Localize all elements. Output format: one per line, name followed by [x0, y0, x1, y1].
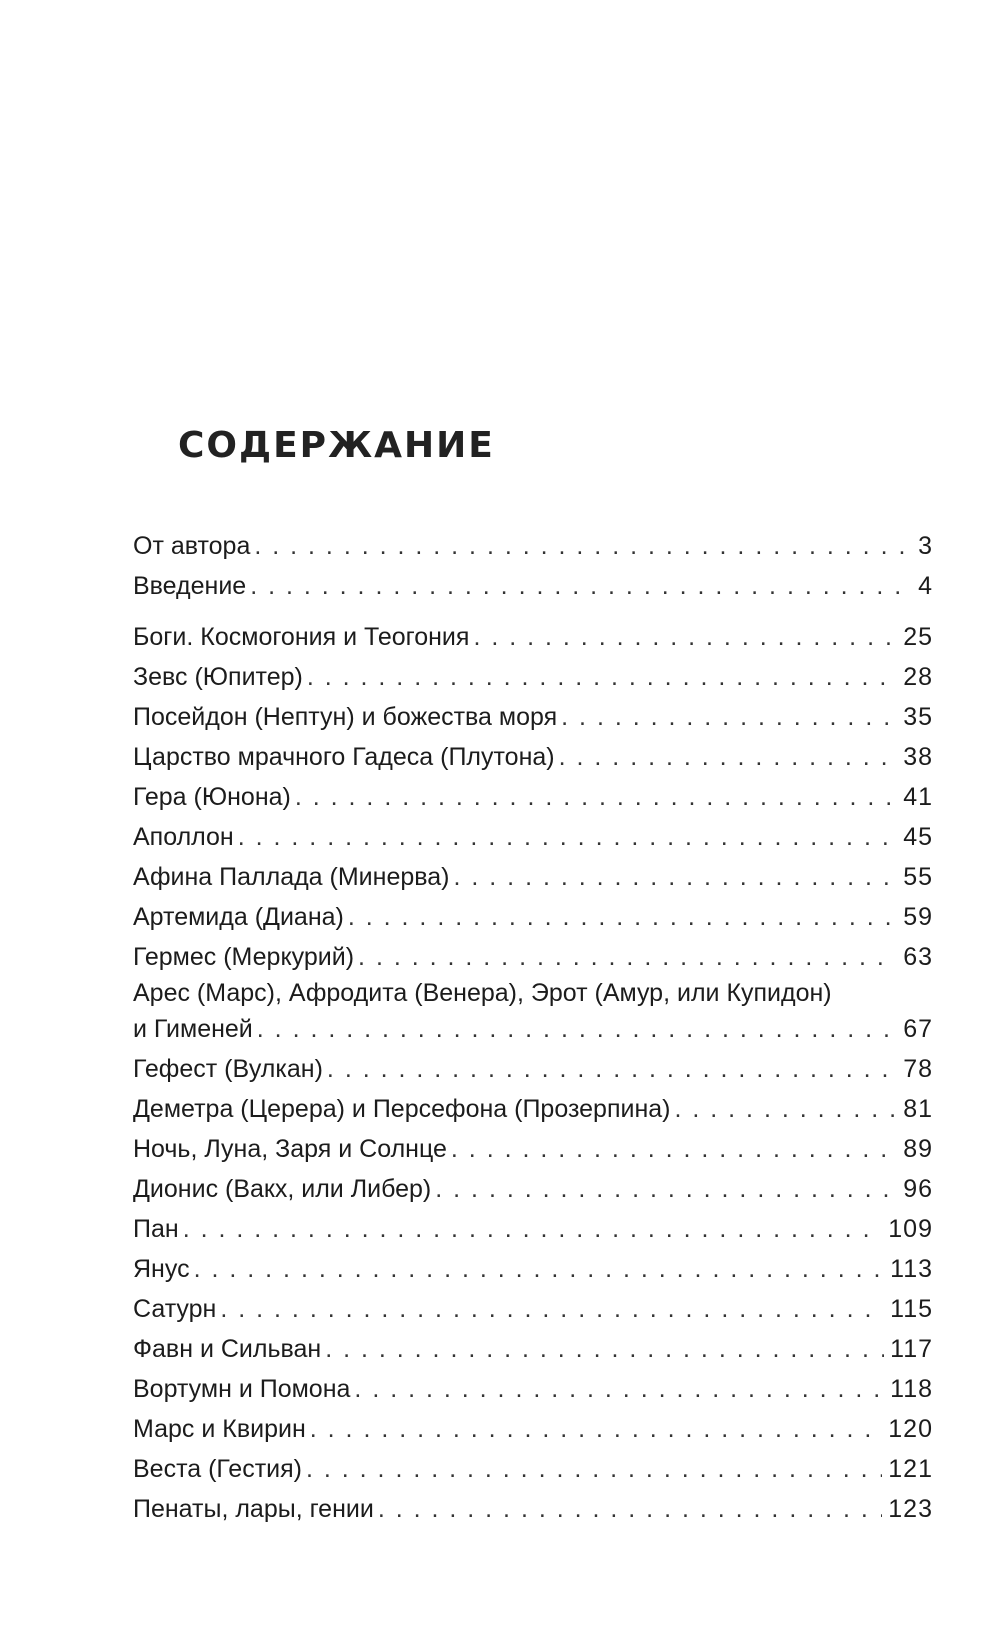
toc-entry-multiline[interactable] [133, 977, 933, 1049]
dot-leader [555, 737, 898, 777]
toc-entry-title: Аполлон [133, 823, 234, 851]
toc-entry-page: 35 [903, 703, 933, 731]
dot-leader [350, 1369, 884, 1409]
toc-entry-title: Артемида (Диана) [133, 903, 344, 931]
toc-entry-title: Пенаты, лары, гении [133, 1495, 374, 1523]
toc-entry-title: и Гименей [133, 1015, 253, 1043]
toc-entry[interactable] [133, 657, 933, 697]
dot-leader [216, 1289, 884, 1329]
toc-entry-page: 96 [903, 1175, 933, 1203]
dot-leader [246, 566, 912, 606]
toc-entry-page: 45 [903, 823, 933, 851]
dot-leader [447, 1129, 897, 1169]
toc-entry-page: 78 [903, 1055, 933, 1083]
dot-leader [302, 1449, 882, 1489]
page-title: СОДЕРЖАНИЕ [178, 425, 495, 466]
toc-entry-title: Марс и Квирин [133, 1415, 306, 1443]
dot-leader [253, 1009, 897, 1049]
toc-entry[interactable] [133, 1329, 933, 1369]
dot-leader [190, 1249, 885, 1289]
toc-entry-title: Фавн и Сильван [133, 1335, 322, 1363]
toc-entry-page: 67 [903, 1015, 933, 1043]
toc-entry-title: От автора [133, 532, 251, 560]
dot-leader [469, 617, 897, 657]
dot-leader [344, 897, 897, 937]
toc-entry[interactable] [133, 1449, 933, 1489]
toc-entry-page: 123 [888, 1495, 933, 1523]
toc-entry-title: Деметра (Церера) и Персефона (Прозерпина) [133, 1095, 671, 1123]
toc-entry-page: 118 [890, 1375, 933, 1403]
toc-entry-page: 121 [888, 1455, 933, 1483]
dot-leader [306, 1409, 883, 1449]
toc-entry-page: 41 [903, 783, 933, 811]
toc-entry-title-line1: Арес (Марс), Афродита (Венера), Эрот (Амур, или Купидон) [133, 979, 832, 1007]
dot-leader [450, 857, 898, 897]
dot-leader [323, 1049, 897, 1089]
toc-entry-title: Посейдон (Нептун) и божества моря [133, 703, 558, 731]
dot-leader [374, 1489, 882, 1529]
dot-leader [234, 817, 897, 857]
toc-entry-page: 4 [918, 572, 933, 600]
toc-entry[interactable] [133, 617, 933, 657]
toc-entry[interactable] [133, 1169, 933, 1209]
toc-entry-page: 109 [888, 1215, 933, 1243]
toc-entry[interactable] [133, 737, 933, 777]
toc-entry[interactable] [133, 1089, 933, 1129]
toc-entry-page: 117 [890, 1335, 933, 1363]
toc-entry[interactable] [133, 897, 933, 937]
table-of-contents [133, 526, 933, 1529]
dot-leader [250, 526, 912, 566]
toc-entry[interactable] [133, 777, 933, 817]
toc-entry[interactable] [133, 566, 933, 606]
toc-entry[interactable] [133, 937, 933, 977]
toc-entry[interactable] [133, 857, 933, 897]
toc-entry-title: Вортумн и Помона [133, 1375, 351, 1403]
dot-leader [321, 1329, 884, 1369]
toc-entry-title: Гефест (Вулкан) [133, 1055, 323, 1083]
dot-leader [291, 777, 897, 817]
toc-entry-page: 59 [903, 903, 933, 931]
toc-entry-title: Янус [133, 1255, 190, 1283]
toc-entry-page: 3 [918, 532, 933, 560]
dot-leader [670, 1089, 897, 1129]
toc-entry[interactable] [133, 1209, 933, 1249]
toc-entry[interactable] [133, 1369, 933, 1409]
toc-entry[interactable] [133, 1409, 933, 1449]
toc-entry[interactable] [133, 526, 933, 566]
dot-leader [431, 1169, 897, 1209]
dot-leader [557, 697, 897, 737]
toc-entry-title: Зевс (Юпитер) [133, 663, 303, 691]
toc-entry-title: Гермес (Меркурий) [133, 943, 355, 971]
toc-entry[interactable] [133, 1249, 933, 1289]
toc-entry-page: 55 [903, 863, 933, 891]
dot-leader [303, 657, 897, 697]
toc-entry-title: Сатурн [133, 1295, 217, 1323]
dot-leader [179, 1209, 883, 1249]
toc-entry[interactable] [133, 817, 933, 857]
toc-entry[interactable] [133, 1289, 933, 1329]
toc-entry[interactable] [133, 1489, 933, 1529]
toc-entry-page: 63 [903, 943, 933, 971]
toc-entry-page: 120 [888, 1415, 933, 1443]
toc-entry-title: Веста (Гестия) [133, 1455, 302, 1483]
toc-entry-title: Боги. Космогония и Теогония [133, 623, 470, 651]
toc-entry-title: Пан [133, 1215, 179, 1243]
toc-entry-page: 81 [903, 1095, 933, 1123]
toc-entry-title: Дионис (Вакх, или Либер) [133, 1175, 432, 1203]
toc-entry[interactable] [133, 697, 933, 737]
toc-entry-title: Гера (Юнона) [133, 783, 291, 811]
toc-entry-title: Ночь, Луна, Заря и Солнце [133, 1135, 447, 1163]
toc-entry-page: 38 [903, 743, 933, 771]
toc-entry-title: Царство мрачного Гадеса (Плутона) [133, 743, 555, 771]
toc-entry [133, 1009, 933, 1049]
toc-entry-page: 115 [890, 1295, 933, 1323]
section-gap [133, 606, 933, 617]
dot-leader [354, 937, 897, 977]
toc-entry-title: Введение [133, 572, 247, 600]
toc-entry-page: 89 [903, 1135, 933, 1163]
toc-entry-page: 25 [903, 623, 933, 651]
toc-entry[interactable] [133, 1049, 933, 1089]
toc-entry-page: 113 [890, 1255, 933, 1283]
toc-entry[interactable] [133, 1129, 933, 1169]
toc-entry-title: Афина Паллада (Минерва) [133, 863, 450, 891]
toc-entry-page: 28 [903, 663, 933, 691]
